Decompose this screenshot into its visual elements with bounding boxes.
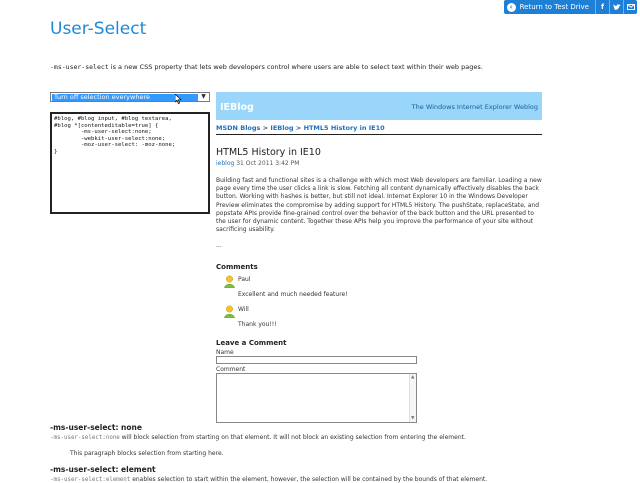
name-label: Name xyxy=(216,349,234,357)
facebook-icon[interactable]: f xyxy=(595,0,609,14)
mouse-cursor-icon xyxy=(175,94,182,104)
intro-text: is a new CSS property that lets web developers control where users are able to select text within their web pages. xyxy=(108,63,483,71)
section-none-text xyxy=(50,434,466,441)
comments-heading: Comments xyxy=(216,263,258,272)
section-element-heading: -ms-user-select: element xyxy=(50,465,156,474)
post-meta xyxy=(216,160,542,167)
comment-author: Paul xyxy=(238,276,251,284)
comment-text: Excellent and much needed feature! xyxy=(238,291,348,299)
breadcrumb-post[interactable]: HTML5 History in IE10 xyxy=(303,124,385,132)
blog-demo-panel xyxy=(216,92,542,423)
top-bar xyxy=(504,0,637,14)
comment-text: Thank you!!! xyxy=(238,321,277,329)
blog-header xyxy=(216,92,542,120)
textarea-scrollbar[interactable] xyxy=(409,374,416,422)
scroll-up-icon[interactable]: ▲ xyxy=(411,375,415,381)
comment-item xyxy=(216,305,542,331)
comment-item xyxy=(216,275,542,301)
intro-code: -ms-user-select xyxy=(50,63,109,71)
return-to-test-drive-button[interactable] xyxy=(504,0,595,14)
comment-label: Comment xyxy=(216,366,246,374)
name-input[interactable] xyxy=(216,356,417,364)
post-title: HTML5 History in IE10 xyxy=(216,147,321,158)
return-label: Return to Test Drive xyxy=(519,3,589,11)
twitter-icon[interactable] xyxy=(609,0,623,14)
comment-textarea[interactable] xyxy=(216,373,417,423)
breadcrumb-ieblog[interactable]: IEBlog xyxy=(270,124,294,132)
leave-comment-heading: Leave a Comment xyxy=(216,339,287,348)
breadcrumb-separator: > xyxy=(262,124,269,132)
breadcrumb xyxy=(216,124,542,135)
post-body: Building fast and functional sites is a challenge with which most Web developers are familiar. Loading a new page every time the user clicks a link is slow. Fetching all content dynamically effectively disables the back button. Working with hashes is better, but still not ideal. Internet Explorer 10 in the Windows Developer Preview eliminates the compromise by adding support for HTML5 History. The pushState, replaceState, and popstate APIs provide fine-grained control over the behavior of the back button and the URL presented to the user for dynamic content. Together these APIs help you improve the performance of your site without sacrificing usability. xyxy=(216,177,542,234)
user-avatar-icon xyxy=(224,305,235,318)
post-date: 31 Oct 2011 3:42 PM xyxy=(234,160,300,167)
chevron-down-icon[interactable]: ▼ xyxy=(201,93,206,100)
user-avatar-icon xyxy=(224,275,235,288)
arrow-left-icon: ‹ xyxy=(507,3,516,12)
post-author[interactable]: ieblog xyxy=(216,160,235,167)
breadcrumb-separator: > xyxy=(295,124,302,132)
intro-paragraph xyxy=(50,63,483,71)
css-code-sample: #blog, #blog input, #blog textarea, #blog *[contenteditable=true] { -ms-user-select:none; -webkit-user-select:none; -moz-user-select: -moz-none; } xyxy=(50,112,210,214)
section-none-heading: -ms-user-select: none xyxy=(50,423,142,432)
scroll-down-icon[interactable]: ▼ xyxy=(411,416,415,422)
blocked-paragraph: This paragraph blocks selection from starting here. xyxy=(70,450,224,457)
section-none-code: -ms-user-select:none xyxy=(50,435,120,441)
post-ellipsis: ... xyxy=(216,242,222,250)
section-none-desc: will block selection from starting on that element. It will not block an existing selection from entering the element. xyxy=(119,434,466,441)
mail-icon[interactable] xyxy=(623,0,637,14)
selected-option: Turn off selection everywhere xyxy=(52,94,198,101)
section-element-desc: enables selection to start within the element, however, the selection will be contained by the bounds of that element. xyxy=(130,476,488,483)
comment-author: Will xyxy=(238,306,249,314)
page-title: User-Select xyxy=(50,19,147,39)
blog-name[interactable]: IEBlog xyxy=(220,102,254,113)
breadcrumb-msdn-blogs[interactable]: MSDN Blogs xyxy=(216,124,261,132)
selection-mode-select[interactable] xyxy=(50,92,210,102)
section-element-code: -ms-user-select:element xyxy=(50,477,131,483)
blog-tagline: The Windows Internet Explorer Weblog xyxy=(411,103,538,111)
